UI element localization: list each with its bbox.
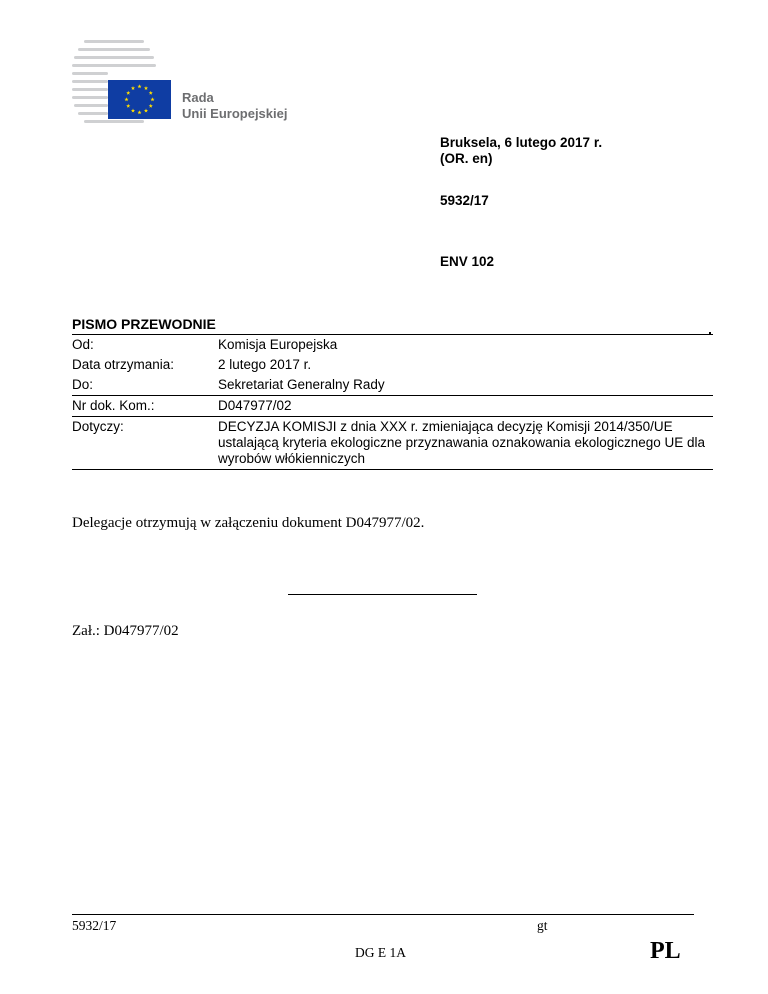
footer-initials: gt xyxy=(537,918,548,933)
footer-dg: DG E 1A xyxy=(355,945,406,960)
row-value: Sekretariat Generalny Rady xyxy=(218,377,385,392)
table-row xyxy=(72,335,713,356)
original-language: (OR. en) xyxy=(440,151,493,166)
table-row xyxy=(72,396,713,417)
row-label: Data otrzymania: xyxy=(72,357,175,372)
table-row xyxy=(72,417,713,470)
footer-language: PL xyxy=(650,938,681,964)
footer-doc-ref: 5932/17 xyxy=(72,918,117,933)
attachment-note: Zał.: D047977/02 xyxy=(72,623,179,639)
logo-line2: Unii Europejskiej xyxy=(182,106,288,121)
table-row xyxy=(72,375,713,396)
document-number: 5932/17 xyxy=(440,193,489,208)
separator-line xyxy=(288,594,477,595)
place-date: Bruksela, 6 lutego 2017 r. xyxy=(440,135,603,150)
footer-rule xyxy=(72,914,694,915)
body-text: Delegacje otrzymują w załączeniu dokument D047977/02. xyxy=(72,515,425,531)
cover-note-table xyxy=(72,334,713,470)
row-value: D047977/02 xyxy=(218,396,713,417)
row-label: Od: xyxy=(72,335,218,356)
row-value: DECYZJA KOMISJI z dnia XXX r. zmieniająca decyzję Komisji 2014/350/UE ustalającą kryteria ekologiczne przyznawania oznakowania ekologicznego UE dla wyrobów włókienniczych xyxy=(218,417,713,470)
row-label: Do: xyxy=(72,377,94,392)
logo-line1: Rada xyxy=(182,90,214,105)
cover-note-title: PISMO PRZEWODNIE xyxy=(72,316,216,332)
logo-text xyxy=(182,90,287,122)
table-row xyxy=(72,355,713,375)
row-label: Nr dok. Kom.: xyxy=(72,396,218,417)
subject-code: ENV 102 xyxy=(440,254,495,269)
row-value: Komisja Europejska xyxy=(218,335,713,356)
row-label: Dotyczy: xyxy=(72,417,218,470)
row-value: 2 lutego 2017 r. xyxy=(218,357,312,372)
